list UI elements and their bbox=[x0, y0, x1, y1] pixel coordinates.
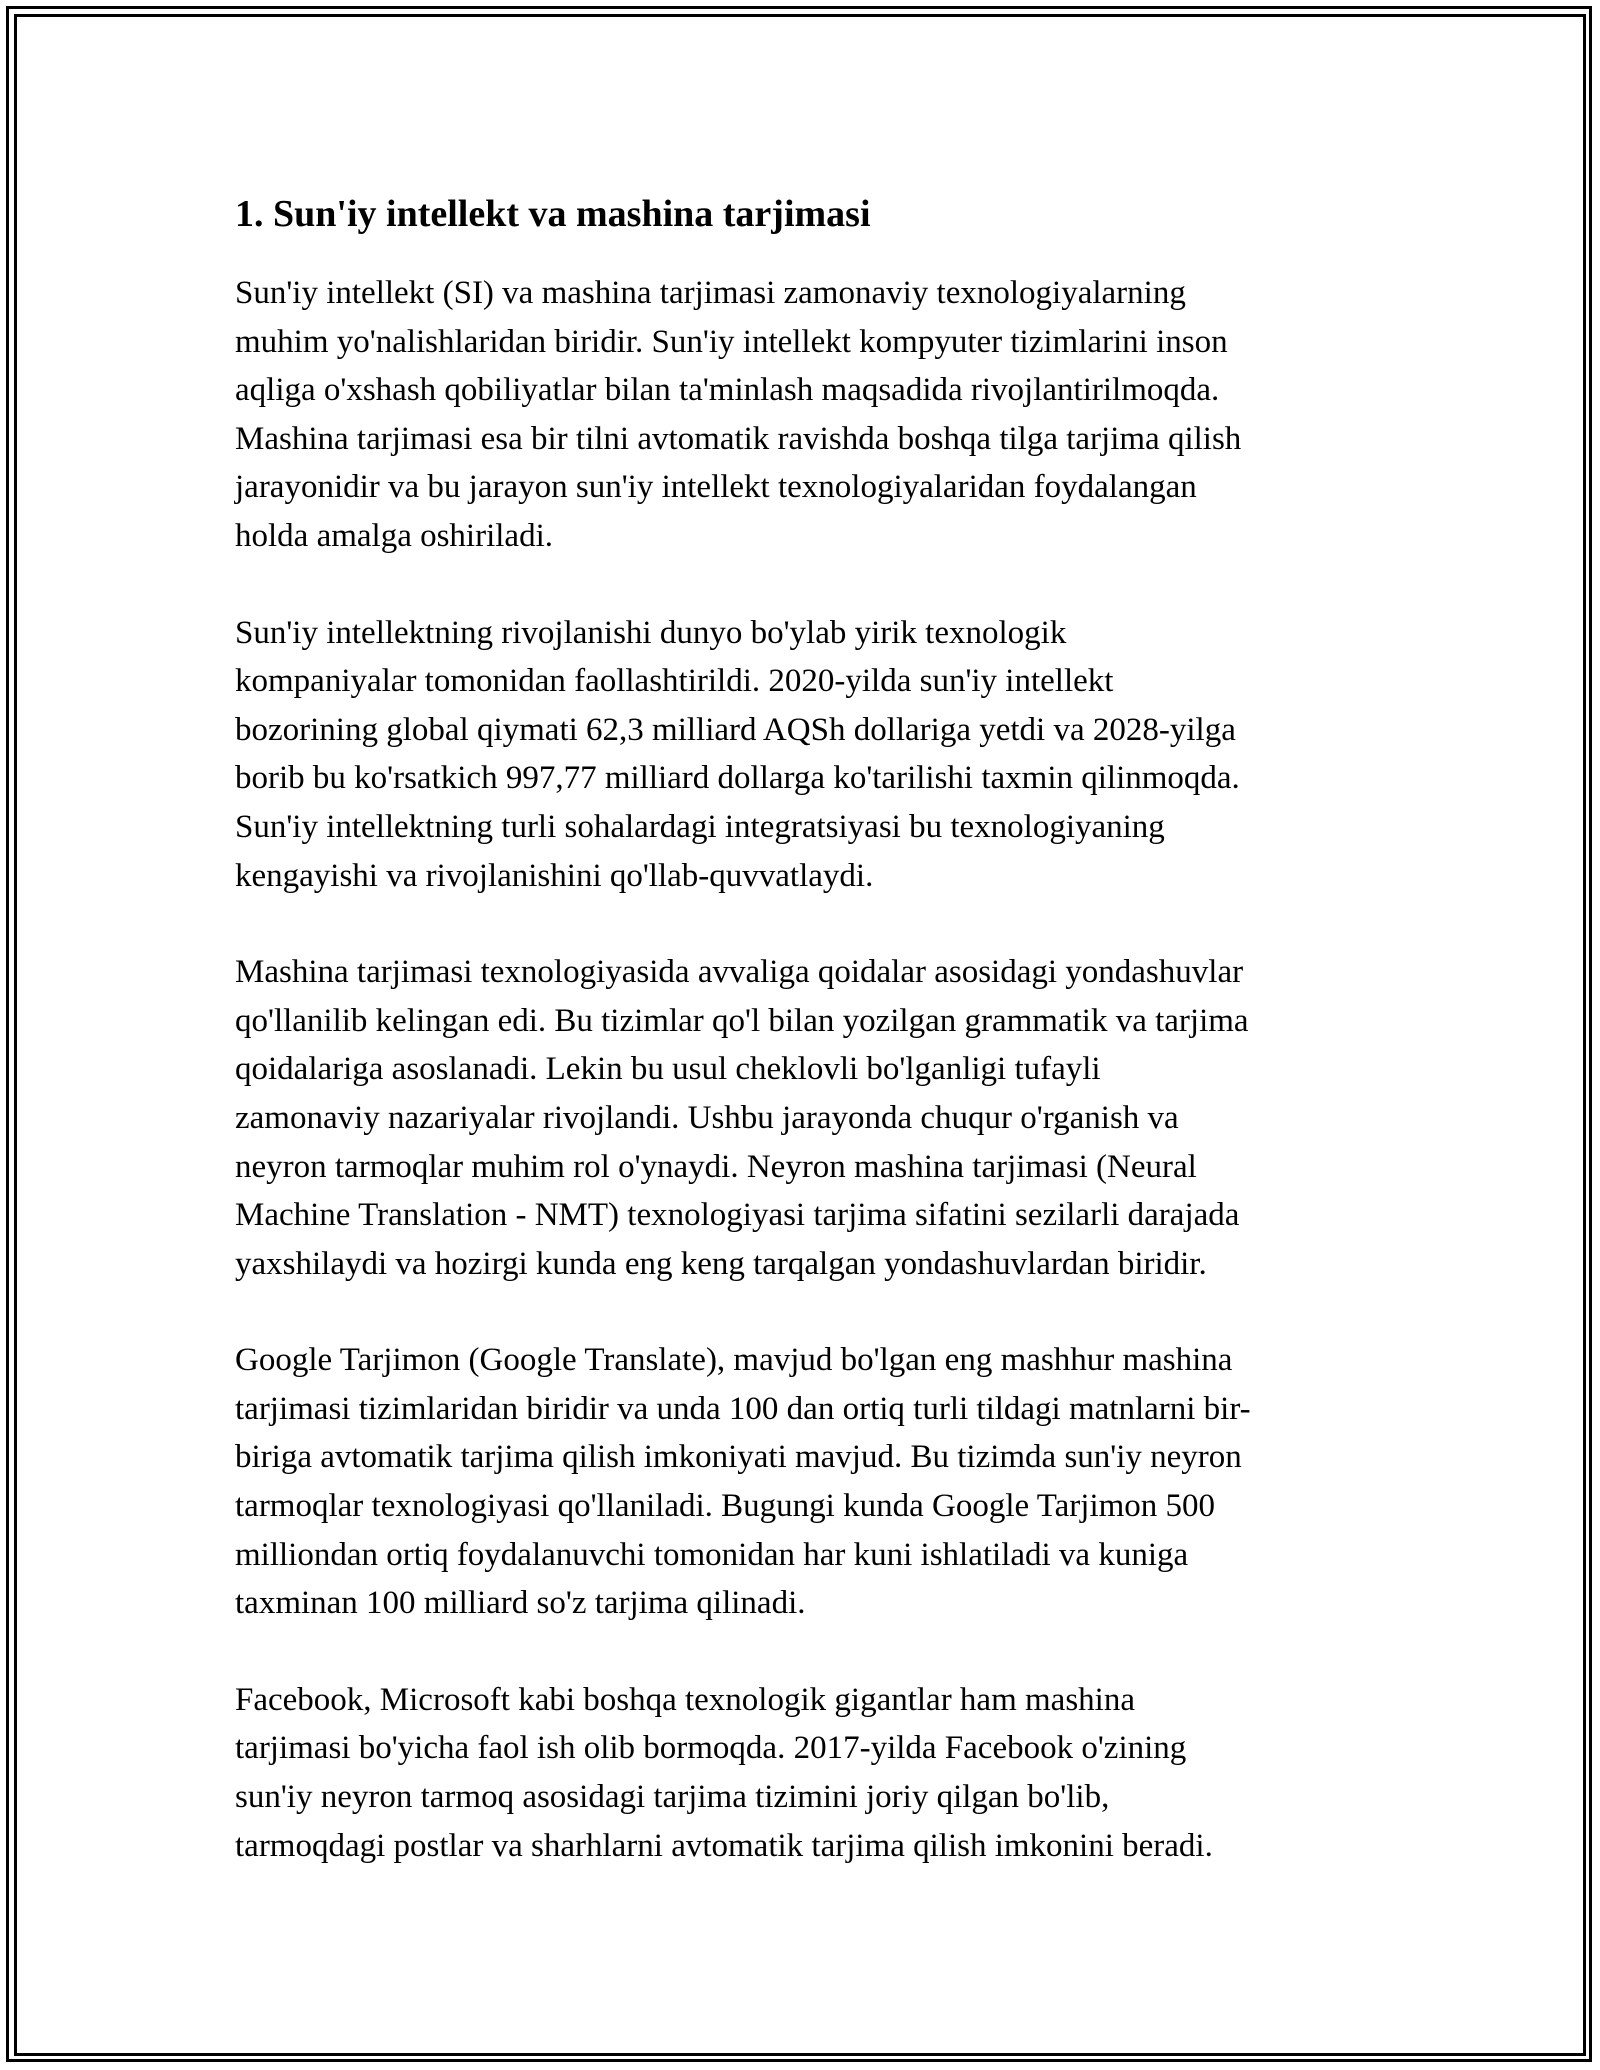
section-heading: 1. Sun'iy intellekt va mashina tarjimasi bbox=[235, 193, 871, 235]
document-body bbox=[235, 183, 1375, 1918]
paragraph-nmt: Mashina tarjimasi texnologiyasida avvaliga qoidalar asosidagi yondashuvlar qo'llanilib kelingan edi. Bu tizimlar qo'l bilan yozilgan grammatik va tarjima qoidalariga asoslanadi. Lekin bu usul cheklovli bo'lganligi tufayli zamonaviy nazariyalar rivojlandi. Ushbu jarayonda chuqur o'rganish va neyron tarmoqlar muhim rol o'ynaydi. Neyron mashina tarjimasi (Neural Machine Translation - NMT) texnologiyasi tarjima sifatini sezilarli darajada yaxshilaydi va hozirgi kunda eng keng tarqalgan yondashuvlardan biridir. bbox=[235, 954, 1249, 1282]
paragraph-facebook: Facebook, Microsoft kabi boshqa texnologik gigantlar ham mashina tarjimasi bo'yicha faol ish olib bormoqda. 2017-yilda Facebook o'zining sun'iy neyron tarmoq asosidagi tarjima tizimini joriy qilgan bo'lib, tarmoqdagi postlar va sharhlarni avtomatik tarjima qilish imkonini beradi. bbox=[235, 1681, 1213, 1864]
paragraph-intro: Sun'iy intellekt (SI) va mashina tarjimasi zamonaviy texnologiyalarning muhim yo'nalishlaridan biridir. Sun'iy intellekt kompyuter tizimlarini inson aqliga o'xshash qobiliyatlar bilan ta'minlash maqsadida rivojlantirilmoqda. Mashina tarjimasi esa bir tilni avtomatik ravishda boshqa tilga tarjima qilish jarayonidir va bu jarayon sun'iy intellekt texnologiyalaridan foydalangan holda amalga oshiriladi. bbox=[235, 275, 1242, 554]
paragraph-google-translate: Google Tarjimon (Google Translate), mavjud bo'lgan eng mashhur mashina tarjimasi tizimlaridan biridir va unda 100 dan ortiq turli tildagi matnlarni bir- biriga avtomatik tarjima qilish imkoniyati mavjud. Bu tizimda sun'iy neyron tarmoqlar texnologiyasi qo'llaniladi. Bugungi kunda Google Tarjimon 500 milliondan ortiq foydalanuvchi tomonidan har kuni ishlatiladi va kuniga taxminan 100 milliard so'z tarjima qilinadi. bbox=[235, 1342, 1251, 1622]
paragraph-market: Sun'iy intellektning rivojlanishi dunyo bo'ylab yirik texnologik kompaniyalar tomonidan faollashtirildi. 2020-yilda sun'iy intellekt bozorining global qiymati 62,3 milliard AQSh dollariga yetdi va 2028-yilga borib bu ko'rsatkich 997,77 milliard dollarga ko'tarilishi taxmin qilinmoqda. Sun'iy intellektning turli sohalardagi integratsiyasi bu texnologiyaning kengayishi va rivojlanishini qo'llab-quvvatlaydi. bbox=[235, 614, 1240, 894]
